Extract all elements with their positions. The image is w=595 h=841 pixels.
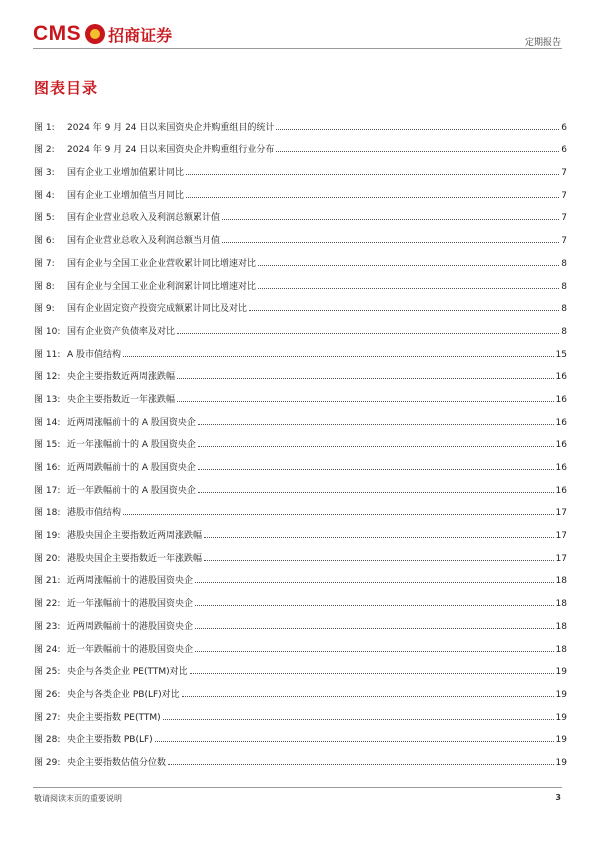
toc-entry-page: 15 [555, 349, 567, 360]
toc-dot-leader [177, 333, 559, 334]
toc-dot-leader [186, 174, 559, 175]
toc-entry-label: 图 5: [34, 213, 55, 224]
toc-dot-leader [204, 560, 554, 561]
toc-entry-title: 国有企业营业总收入及利润总额累计值 [67, 213, 221, 224]
toc-entry-title: 国有企业营业总收入及利润总额当月值 [67, 236, 221, 247]
toc-entry-page: 17 [555, 508, 567, 519]
toc-entry[interactable] [34, 246, 567, 269]
toc-entry-label: 图 1: [34, 122, 55, 133]
toc-entry-page: 16 [555, 485, 567, 496]
toc-entry-title: 央企主要指数近两周涨跌幅 [67, 372, 176, 383]
toc-entry-label: 图 28: [34, 735, 61, 746]
toc-entry[interactable] [34, 223, 567, 246]
toc-entry-page: 6 [561, 122, 567, 133]
toc-title: 图表目录 [34, 79, 99, 97]
toc-entry-title: 央企主要指数估值分位数 [67, 757, 167, 768]
toc-entry-label: 图 16: [34, 463, 61, 473]
toc-dot-leader [198, 446, 554, 447]
toc-entry-label: 图 26: [34, 689, 61, 700]
toc-entry-title: 2024 年 9 月 24 日以来国资央企并购重组行业分布 [67, 145, 275, 156]
toc-entry-label: 图 7: [34, 258, 55, 269]
toc-dot-leader [182, 696, 554, 697]
toc-dot-leader [195, 651, 554, 652]
toc-entry[interactable] [34, 178, 567, 201]
toc-entry-label: 图 4: [34, 190, 55, 201]
toc-dot-leader [198, 424, 554, 425]
toc-entry[interactable] [34, 541, 567, 564]
toc-entry-title: A 股市值结构 [67, 349, 122, 360]
toc-entry[interactable] [34, 586, 567, 609]
toc-entry[interactable] [34, 700, 567, 723]
page-number: 3 [555, 793, 561, 802]
toc-entry-page: 16 [555, 440, 567, 451]
logo-text: CMS [33, 22, 82, 45]
toc-entry-title: 近一年涨幅前十的港股国资央企 [67, 599, 194, 610]
toc-entry-label: 图 25: [34, 667, 61, 678]
toc-dot-leader [276, 129, 559, 130]
toc-entry[interactable] [34, 564, 567, 587]
toc-entry-title: 国有企业工业增加值当月同比 [67, 190, 185, 201]
toc-dot-leader [222, 219, 559, 220]
toc-entry[interactable] [34, 450, 567, 473]
toc-entry-title: 近一年跌幅前十的港股国资央企 [67, 644, 194, 655]
toc-entry-label: 图 23: [34, 621, 61, 632]
toc-entry-title: 近两周跌幅前十的港股国资央企 [67, 621, 194, 632]
toc-entry-page: 18 [555, 621, 567, 632]
toc-entry-title: 2024 年 9 月 24 日以来国资央企并购重组目的统计 [67, 122, 275, 133]
toc-entry-label: 图 29: [34, 757, 61, 768]
cms-logo [33, 22, 172, 46]
toc-dot-leader [195, 582, 554, 583]
toc-entry-page: 18 [555, 576, 567, 587]
toc-entry-page: 8 [561, 326, 567, 337]
toc-entry-title: 央企主要指数近一年涨跌幅 [67, 394, 176, 405]
toc-entry-title: 近两周涨幅前十的 A 股国资央企 [67, 417, 196, 428]
toc-dot-leader [163, 719, 554, 720]
toc-entry[interactable] [34, 473, 567, 496]
toc-dot-leader [195, 605, 554, 606]
toc-entry-page: 19 [555, 735, 567, 746]
toc-entry-title: 近一年涨幅前十的 A 股国资央企 [67, 440, 196, 451]
toc-entry[interactable] [34, 655, 567, 678]
toc-entry-title: 国有企业资产负债率及对比 [67, 326, 176, 337]
toc-dot-leader [123, 356, 554, 357]
toc-entry-label: 图 2: [34, 145, 55, 156]
toc-entry-label: 图 6: [34, 236, 55, 247]
toc-entry-title: 港股央国企主要指数近两周涨跌幅 [67, 531, 203, 542]
toc-entry-page: 17 [555, 531, 567, 542]
toc-dot-leader [123, 514, 554, 515]
toc-entry-label: 图 22: [34, 599, 61, 610]
toc-entry-title: 央企主要指数 PE(TTM) [67, 712, 161, 723]
toc-entry-label: 图 11: [34, 349, 61, 360]
toc-dot-leader [258, 265, 559, 266]
toc-entry-title: 国有企业与全国工业企业营收累计同比增速对比 [67, 258, 257, 269]
toc-dot-leader [276, 151, 559, 152]
toc-entry-page: 16 [555, 394, 567, 405]
toc-entry-title: 央企主要指数 PB(LF) [67, 735, 153, 746]
toc-entry[interactable] [34, 723, 567, 746]
footer-divider [33, 787, 562, 788]
toc-entry-title: 央企与各类企业 PB(LF)对比 [67, 689, 180, 700]
toc-dot-leader [186, 197, 559, 198]
toc-entry[interactable] [34, 292, 567, 315]
toc-entry-page: 8 [561, 281, 567, 292]
toc-entry-title: 国有企业工业增加值累计同比 [67, 168, 185, 179]
toc-dot-leader [177, 378, 554, 379]
toc-entry-label: 图 15: [34, 440, 61, 451]
toc-entry-label: 图 20: [34, 553, 61, 564]
toc-dot-leader [258, 288, 559, 289]
toc-entry-title: 央企与各类企业 PE(TTM)对比 [67, 667, 188, 678]
toc-entry-page: 7 [561, 168, 567, 179]
footer-disclaimer: 敬请阅读末页的重要说明 [34, 794, 122, 803]
toc-dot-leader [249, 310, 559, 311]
toc-entry[interactable] [34, 745, 567, 768]
toc-entry[interactable] [34, 337, 567, 360]
toc-dot-leader [198, 492, 554, 493]
toc-entry-label: 图 27: [34, 712, 61, 723]
toc-dot-leader [155, 741, 554, 742]
toc-entry-page: 19 [555, 757, 567, 768]
logo-chinese-name: 招商证券 [108, 25, 173, 45]
toc-entry[interactable] [34, 269, 567, 292]
toc-entry-page: 8 [561, 304, 567, 315]
cms-emblem-icon [85, 24, 105, 44]
toc-entry-page: 6 [561, 145, 567, 156]
toc-dot-leader [195, 628, 554, 629]
toc-entry-label: 图 17: [34, 485, 61, 496]
toc-entry[interactable] [34, 155, 567, 178]
report-type: 定期报告 [524, 38, 561, 48]
toc-entry-page: 17 [555, 553, 567, 564]
toc-entry[interactable] [34, 382, 567, 405]
toc-entry-title: 港股央国企主要指数近一年涨跌幅 [67, 553, 203, 564]
toc-list [34, 110, 567, 768]
toc-entry[interactable] [34, 133, 567, 156]
toc-entry-label: 图 24: [34, 644, 61, 655]
toc-entry-title: 近一年跌幅前十的 A 股国资央企 [67, 485, 196, 496]
toc-entry-page: 7 [561, 190, 567, 201]
header-divider [33, 48, 562, 49]
toc-entry-label: 图 19: [34, 531, 61, 542]
toc-entry[interactable] [34, 314, 567, 337]
toc-dot-leader [177, 401, 554, 402]
toc-entry-title: 近两周跌幅前十的 A 股国资央企 [67, 463, 196, 473]
page-header [0, 0, 595, 52]
toc-entry-page: 19 [555, 689, 567, 700]
toc-dot-leader [198, 469, 554, 470]
toc-entry-label: 图 10: [34, 326, 61, 337]
toc-entry-page: 19 [555, 712, 567, 723]
toc-entry-title: 国有企业固定资产投资完成额累计同比及对比 [67, 304, 248, 315]
toc-entry-page: 7 [561, 236, 567, 247]
toc-entry-label: 图 13: [34, 394, 61, 405]
toc-entry[interactable] [34, 360, 567, 383]
toc-entry-page: 16 [555, 463, 567, 473]
toc-entry-label: 图 18: [34, 508, 61, 519]
toc-entry-label: 图 14: [34, 417, 61, 428]
toc-entry[interactable] [34, 518, 567, 541]
toc-entry[interactable] [34, 110, 567, 133]
toc-entry-label: 图 9: [34, 304, 55, 315]
toc-entry[interactable] [34, 428, 567, 451]
toc-dot-leader [168, 764, 554, 765]
toc-entry-title: 港股市值结构 [67, 508, 122, 519]
toc-entry-label: 图 3: [34, 168, 55, 179]
toc-entry-title: 国有企业与全国工业企业利润累计同比增速对比 [67, 281, 257, 292]
toc-entry-page: 18 [555, 599, 567, 610]
toc-entry-title: 近两周涨幅前十的港股国资央企 [67, 576, 194, 587]
toc-entry-label: 图 8: [34, 281, 55, 292]
toc-entry-page: 16 [555, 372, 567, 383]
toc-entry-page: 18 [555, 644, 567, 655]
toc-entry[interactable] [34, 609, 567, 632]
toc-entry[interactable] [34, 496, 567, 519]
toc-entry[interactable] [34, 201, 567, 224]
toc-entry-page: 8 [561, 258, 567, 269]
toc-entry-page: 16 [555, 417, 567, 428]
toc-dot-leader [190, 673, 554, 674]
toc-entry-page: 19 [555, 667, 567, 678]
toc-entry[interactable] [34, 632, 567, 655]
toc-dot-leader [222, 242, 559, 243]
toc-entry-label: 图 21: [34, 576, 61, 587]
toc-dot-leader [204, 537, 554, 538]
toc-entry-label: 图 12: [34, 372, 61, 383]
toc-entry[interactable] [34, 405, 567, 428]
toc-entry-page: 7 [561, 213, 567, 224]
toc-entry[interactable] [34, 677, 567, 700]
